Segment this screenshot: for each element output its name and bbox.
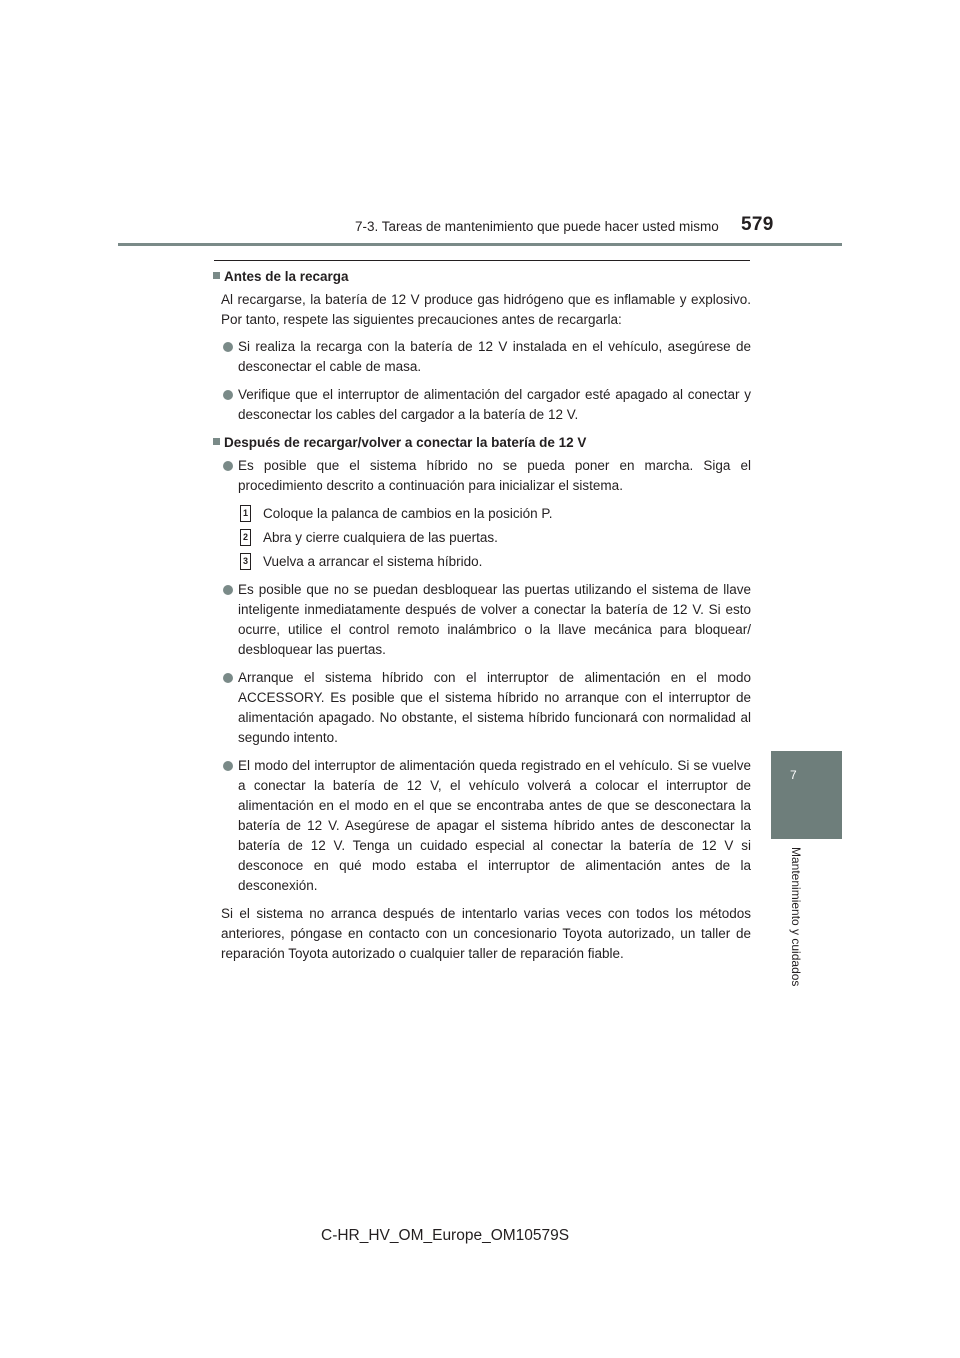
page-header xyxy=(0,0,960,250)
section-heading xyxy=(213,267,751,287)
heading-text: Después de recargar/volver a conectar la batería de 12 V xyxy=(224,435,587,450)
section-title: 7-3. Tareas de mantenimiento que puede hacer usted mismo xyxy=(355,219,719,234)
section-heading xyxy=(213,433,751,453)
list-item xyxy=(221,337,751,377)
step-text: Abra y cierre cualquiera de las puertas. xyxy=(263,530,498,545)
chapter-title: Mantenimiento y cuidados xyxy=(789,847,803,987)
header-rule xyxy=(118,243,842,246)
list-item xyxy=(221,756,751,896)
content-top-rule xyxy=(214,260,750,261)
list-item-text: Es posible que no se puedan desbloquear las puertas utilizando el sistema de llave inteligente inmediatamente después de volver a conectar la batería de 12 V. Si esto ocurre, utilice el control remoto inalámbrico o la llave mecánica para bloquear/ desbloquear las puertas. xyxy=(238,582,751,657)
list-item xyxy=(221,668,751,748)
list-item xyxy=(221,385,751,425)
step-number: 2 xyxy=(240,529,251,546)
square-bullet-icon xyxy=(213,438,220,445)
list-item-text: Es posible que el sistema híbrido no se pueda poner en marcha. Siga el procedimiento descrito a continuación para inicializar el sistema. xyxy=(238,458,751,493)
list-item-text: Si realiza la recarga con la batería de 12 V instalada en el vehículo, asegúrese de desconectar el cable de masa. xyxy=(238,339,751,374)
page-content xyxy=(213,267,751,971)
intro-paragraph: Al recargarse, la batería de 12 V produce gas hidrógeno que es inflamable y explosivo. Por tanto, respete las siguientes precauciones antes de recargarla: xyxy=(221,292,751,327)
step-number: 3 xyxy=(240,553,251,570)
chapter-number: 7 xyxy=(790,768,797,782)
step-text: Coloque la palanca de cambios en la posición P. xyxy=(263,506,553,521)
circle-bullet-icon xyxy=(223,585,233,595)
circle-bullet-icon xyxy=(223,761,233,771)
closing-paragraph: Si el sistema no arranca después de intentarlo varias veces con todos los métodos anteriores, póngase en contacto con un concesionario Toyota autorizado, un taller de reparación Toyota autorizado o cualquier taller de reparación fiable. xyxy=(221,906,751,961)
list-item xyxy=(221,456,751,496)
circle-bullet-icon xyxy=(223,390,233,400)
square-bullet-icon xyxy=(213,272,220,279)
list-item-text: Verifique que el interruptor de alimentación del cargador esté apagado al conectar y desconectar los cables del cargador a la batería de 12 V. xyxy=(238,387,751,422)
step-item xyxy=(238,552,751,572)
list-item-text: Arranque el sistema híbrido con el interruptor de alimentación en el modo ACCESSORY. Es posible que el sistema híbrido no arranque con el interruptor de alimentación apagado. No obstante, el sistema híbrido funcionará con normalidad al segundo intento. xyxy=(238,670,751,745)
heading-text: Antes de la recarga xyxy=(224,269,349,284)
list-item-text: El modo del interruptor de alimentación queda registrado en el vehículo. Si se vuelve a conectar la batería de 12 V, el vehículo volverá a colocar el interruptor de alimentación en el modo en el que se encontraba antes de que se desconectara la batería de 12 V. Asegúrese de apagar el sistema híbrido antes de desconectar la batería de 12 V. Tenga un cuidado especial al conectar la batería de 12 V si desconoce en qué modo estaba el interruptor de alimentación antes de la desconexión. xyxy=(238,758,751,893)
step-item xyxy=(238,528,751,548)
circle-bullet-icon xyxy=(223,461,233,471)
chapter-tab[interactable] xyxy=(771,751,842,839)
circle-bullet-icon xyxy=(223,673,233,683)
document-id: C-HR_HV_OM_Europe_OM10579S xyxy=(321,1227,570,1244)
step-text: Vuelva a arrancar el sistema híbrido. xyxy=(263,554,483,569)
page-number: 579 xyxy=(741,214,774,235)
circle-bullet-icon xyxy=(223,342,233,352)
step-number: 1 xyxy=(240,505,251,522)
step-item xyxy=(238,504,751,524)
list-item xyxy=(221,580,751,660)
